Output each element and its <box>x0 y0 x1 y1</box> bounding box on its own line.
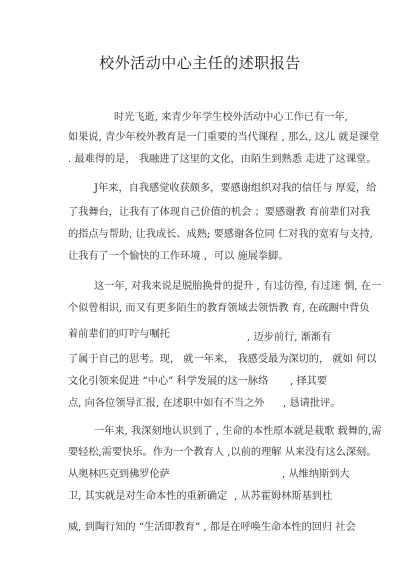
paragraph-line: 了属于自己的思考。现， 就一年来， 我感受最为深切的， 就如 何以 <box>68 354 377 365</box>
paragraph-line: 让我有了一个愉快的工作环境 ，可以 施展拳脚。 <box>68 251 289 262</box>
paragraph-line: 点, 向各位领导汇报, 在述职中如有不当之外 <box>68 398 265 409</box>
paragraph-line: , 从苏霍姆林斯基到杜 <box>234 491 333 502</box>
paragraph-line: J年来，自我感觉收获颇多，要感谢组织对我的信任与 厚爱，给 <box>94 183 377 194</box>
paragraph-line: , 迈步前行, 渐渐有 <box>247 332 332 343</box>
paragraph-line: 的指点与帮助, 让我成长、成熟; 要感谢各位同 仁对我的宽宥与支持, <box>68 229 373 240</box>
paragraph-line: 要轻松,需要快乐。作为一个教育人 ,以前的理解 从来没有这么深刻。 <box>68 447 377 458</box>
paragraph-line: 着前辈们的叮咛与嘱托 <box>68 329 170 340</box>
paragraph-line: 了我舞台，让我有了体现自己价值的机会 ；要感谢教 育前辈们对我 <box>68 207 370 218</box>
paragraph-line: 威, 到陶行知的 “生活即教育” , 都是在呼唤生命本性的回归 社会 <box>68 522 356 533</box>
paragraph-line: 一年来, 我深刻地认识到了 , 生命的本性原本就是栽歌 载舞的,需 <box>94 426 382 437</box>
paragraph-line: 卫, 其实就是对生命本性的重新确定 <box>68 491 228 502</box>
paragraph-line: 这一年, 对我来说是脱胎换骨的提升 , 有过彷徨, 有过迷 惘, 在一 <box>94 281 382 292</box>
document-title: 校外活动中心主任的述职报告 <box>99 54 301 72</box>
paragraph-line: , 恳请批评。 <box>283 398 341 409</box>
paragraph-line: 时光飞逝, 来青少年学生校外活动中心工作已有一年, <box>114 112 348 123</box>
paragraph-line: 文化引领来促进 “中心” 科学发展的这一脉络 <box>68 376 269 387</box>
paragraph-line: , 择其要 <box>290 376 328 387</box>
paragraph-line: 从奥林匹克到佛罗伦萨 <box>68 469 170 480</box>
paragraph-line: , 从维纳斯到大 <box>282 469 350 480</box>
paragraph-line: 个似曾相识, 而又有更多陌生的教育领域去领悟教 育, 在疏蹰中背负 <box>68 303 370 314</box>
paragraph-line: . 最难得的是， 我融进了这里的文化，由陌生到熟悉 走进了这课堂。 <box>68 154 377 165</box>
paragraph-line: 如果说, 青少年校外教育是一门重要的当代课程 , 那么, 这儿 就是课堂 <box>68 132 380 143</box>
